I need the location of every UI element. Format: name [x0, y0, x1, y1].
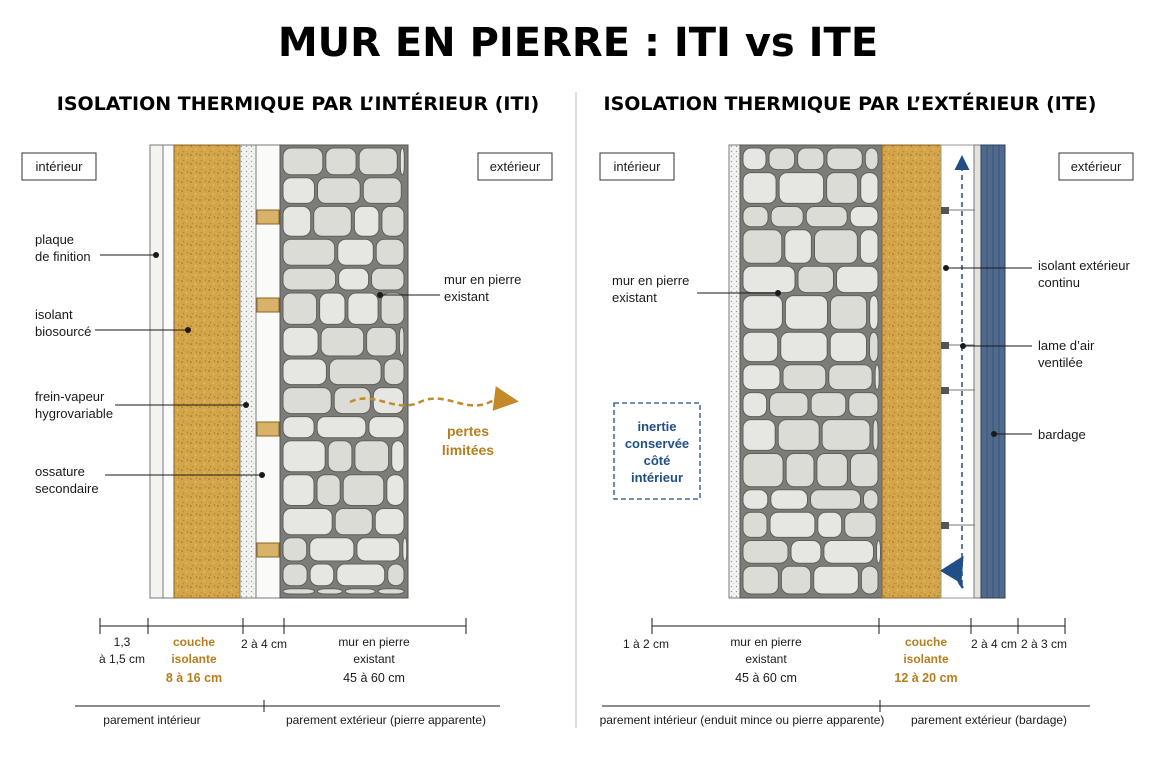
stone-block	[310, 538, 354, 561]
stone-block	[743, 541, 788, 564]
stone-block	[870, 296, 878, 330]
stone-block	[743, 296, 782, 330]
stone-block	[359, 148, 397, 175]
stone-block	[771, 490, 808, 509]
stone-block	[875, 365, 879, 390]
iti-finishing-board	[150, 145, 163, 598]
ite-cladding	[981, 145, 1005, 598]
stone-block	[785, 230, 812, 263]
stone-block	[771, 207, 803, 227]
stone-block	[283, 239, 335, 265]
stone-block	[363, 178, 401, 204]
stone-block	[399, 327, 404, 356]
stone-block	[317, 417, 366, 438]
ite-side-left-label: intérieur	[613, 159, 661, 174]
stone-block	[864, 490, 879, 509]
stone-block	[357, 538, 400, 561]
stone-block	[837, 266, 879, 292]
iti-dim-1-line1: 1,3	[113, 635, 131, 649]
ite-panel	[600, 92, 1133, 727]
iti-parement-ext: parement extérieur (pierre apparente)	[285, 713, 487, 727]
stone-block	[850, 207, 878, 227]
stone-block	[283, 538, 307, 561]
stone-block	[318, 178, 361, 204]
stone-block	[815, 230, 858, 263]
iti-label-mur-2: existant	[444, 289, 489, 304]
stone-block	[781, 332, 828, 361]
iti-dim-3: 2 à 4 cm	[240, 637, 288, 651]
ite-dim-3-line1: couche	[904, 635, 948, 649]
iti-label-pertes-1: pertes	[446, 423, 490, 439]
iti-parement-int: parement intérieur	[103, 713, 201, 727]
ite-side-right-label: extérieur	[1070, 159, 1122, 174]
ite-parement-line	[602, 700, 1090, 712]
stone-block	[873, 420, 878, 451]
stone-block	[388, 564, 404, 586]
stone-block	[791, 541, 821, 564]
ite-parement-ext: parement extérieur (bardage)	[910, 713, 1068, 727]
ite-dim-4: 2 à 4 cm	[970, 637, 1018, 651]
ite-dimension-line	[652, 618, 1065, 634]
stone-block	[373, 388, 403, 414]
stone-block	[283, 441, 325, 472]
iti-label-isolant-1: isolant	[35, 307, 73, 322]
stone-block	[829, 365, 872, 390]
stone-block	[785, 296, 827, 330]
iti-dim-4-line1: mur en pierre	[338, 635, 410, 649]
stone-block	[786, 454, 814, 487]
stone-block	[798, 148, 824, 170]
stone-block	[283, 359, 326, 385]
ite-label-bardage: bardage	[1038, 427, 1086, 442]
stone-block	[392, 441, 404, 472]
stone-block	[814, 566, 859, 594]
stone-block	[376, 239, 404, 265]
stone-block	[283, 509, 332, 535]
stone-block	[769, 148, 795, 170]
stone-block	[743, 332, 778, 361]
ite-dim-3-line2: isolante	[903, 652, 949, 666]
ite-heading: ISOLATION THERMIQUE PAR L’EXTÉRIEUR (ITE)	[603, 93, 1097, 115]
ite-inertie-4: intérieur	[630, 470, 684, 485]
stone-block	[283, 268, 336, 290]
iti-label-plaque-1: plaque	[35, 232, 75, 247]
stone-block	[400, 148, 404, 175]
stone-block	[817, 454, 848, 487]
ite-inertie-1: inertie	[637, 419, 677, 434]
ite-inertie-2: conservée	[624, 436, 690, 451]
ite-cladding-batten	[974, 145, 981, 598]
iti-parement-line	[75, 700, 500, 712]
stone-block	[830, 296, 866, 330]
stone-block	[818, 512, 842, 537]
ite-dim-5: 2 à 3 cm	[1020, 637, 1068, 651]
iti-dim-2-line3: 8 à 16 cm	[165, 671, 223, 685]
iti-label-plaque-2: de finition	[35, 249, 91, 264]
stone-block	[811, 393, 846, 417]
stone-block	[403, 538, 407, 561]
stone-block	[369, 417, 404, 438]
stone-block	[860, 230, 878, 263]
stone-block	[770, 512, 815, 537]
stone-block	[329, 359, 381, 385]
stone-block	[337, 564, 385, 586]
stone-block	[310, 564, 334, 586]
ite-insulation-layer	[882, 145, 941, 598]
stone-block	[743, 512, 767, 537]
stone-block	[387, 475, 404, 506]
stone-block	[317, 589, 342, 594]
stone-block	[877, 541, 881, 564]
ite-label-mur-1: mur en pierre	[612, 273, 690, 288]
stone-block	[355, 441, 389, 472]
stone-block	[806, 207, 847, 227]
batten	[257, 298, 279, 312]
stone-block	[283, 148, 323, 175]
stone-block	[314, 206, 352, 236]
iti-dimension-line	[100, 618, 466, 634]
iti-insulation-layer	[174, 145, 240, 598]
stone-block	[375, 509, 404, 535]
ite-dim-1: 1 à 2 cm	[622, 637, 670, 651]
iti-label-mur-1: mur en pierre	[444, 272, 522, 287]
stone-block	[338, 239, 374, 265]
stone-block	[870, 332, 879, 361]
iti-label-frein-2: hygrovariable	[35, 406, 114, 421]
stone-block	[321, 327, 364, 356]
stone-block	[778, 420, 819, 451]
stone-block	[283, 206, 311, 236]
batten	[257, 210, 279, 224]
ite-dim-2-line1: mur en pierre	[730, 635, 802, 649]
stone-block	[743, 230, 782, 263]
stone-block	[326, 148, 356, 175]
ite-parement-int: parement intérieur (enduit mince ou pierre apparente)	[599, 713, 885, 727]
stone-block	[830, 332, 866, 361]
stone-block	[845, 512, 876, 537]
iti-dim-4-line3: 45 à 60 cm	[343, 671, 405, 685]
stone-block	[861, 566, 878, 594]
iti-label-ossature-1: ossature	[35, 464, 85, 479]
stone-block	[317, 475, 340, 506]
stone-block	[827, 173, 858, 204]
ite-dim-2-line3: 45 à 60 cm	[735, 671, 797, 685]
stone-block	[811, 490, 861, 509]
iti-dim-4-line2: existant	[353, 652, 395, 666]
iti-board-edge	[163, 145, 174, 598]
iti-dim-2-line1: couche	[172, 635, 216, 649]
stone-block	[335, 509, 372, 535]
stone-block	[743, 454, 783, 487]
stone-block	[743, 566, 778, 594]
stone-block	[743, 490, 768, 509]
stone-block	[384, 359, 404, 385]
stone-block	[743, 207, 768, 227]
ite-inertie-3: côté	[643, 453, 671, 468]
stone-block	[339, 268, 369, 290]
iti-side-right-label: extérieur	[489, 159, 541, 174]
stone-block	[381, 293, 404, 324]
stone-block	[743, 266, 795, 292]
iti-dim-2-line2: isolante	[171, 652, 217, 666]
stone-block	[283, 327, 318, 356]
stone-block	[283, 388, 331, 414]
iti-label-ossature-2: secondaire	[35, 481, 99, 496]
stone-block	[320, 293, 345, 324]
stone-block	[865, 148, 878, 170]
stone-block	[345, 589, 375, 594]
stone-block	[783, 365, 826, 390]
stone-block	[372, 268, 405, 290]
iti-label-isolant-2: biosourcé	[35, 324, 92, 339]
ite-dim-3-line3: 12 à 20 cm	[894, 671, 958, 685]
stone-block	[348, 293, 378, 324]
stone-block	[781, 566, 810, 594]
stone-block	[743, 148, 766, 170]
stone-block	[354, 206, 379, 236]
stone-block	[743, 420, 775, 451]
ite-label-lame-1: lame d’air	[1038, 338, 1095, 353]
stone-block	[770, 393, 808, 417]
ite-label-lame-2: ventilée	[1038, 355, 1083, 370]
ite-label-isolant-1: isolant extérieur	[1038, 258, 1130, 273]
ite-stone-wall	[740, 145, 882, 598]
stone-block	[283, 589, 314, 594]
iti-dim-1-line2: à 1,5 cm	[98, 652, 146, 666]
stone-block	[283, 178, 315, 204]
stone-block	[382, 206, 404, 236]
iti-label-pertes-2: limitées	[441, 442, 495, 458]
stone-block	[822, 420, 870, 451]
ite-label-isolant-2: continu	[1038, 275, 1080, 290]
iti-vapour-barrier	[240, 145, 256, 598]
ite-interior-render	[729, 145, 740, 598]
stone-block	[328, 441, 352, 472]
iti-heading: ISOLATION THERMIQUE PAR L’INTÉRIEUR (ITI)	[56, 93, 540, 115]
stone-block	[743, 173, 776, 204]
iti-panel	[22, 92, 552, 727]
ite-label-mur-2: existant	[612, 290, 657, 305]
stone-block	[283, 293, 317, 324]
stone-block	[283, 417, 314, 438]
stone-block	[861, 173, 878, 204]
batten	[257, 422, 279, 436]
stone-block	[851, 454, 879, 487]
stone-block	[798, 266, 834, 292]
stone-block	[743, 365, 780, 390]
stone-block	[283, 564, 307, 586]
stone-block	[378, 589, 404, 594]
stone-block	[849, 393, 878, 417]
iti-side-left-label: intérieur	[35, 159, 83, 174]
stone-block	[343, 475, 384, 506]
stone-block	[743, 393, 767, 417]
batten	[257, 543, 279, 557]
stone-block	[827, 148, 862, 170]
iti-label-frein-1: frein-vapeur	[35, 389, 105, 404]
ite-dim-2-line2: existant	[745, 652, 787, 666]
stone-block	[283, 475, 314, 506]
stone-block	[824, 541, 874, 564]
stone-block	[779, 173, 824, 204]
stone-block	[367, 327, 397, 356]
main-title: MUR EN PIERRE : ITI vs ITE	[277, 20, 879, 66]
iti-stone-wall	[280, 145, 408, 598]
